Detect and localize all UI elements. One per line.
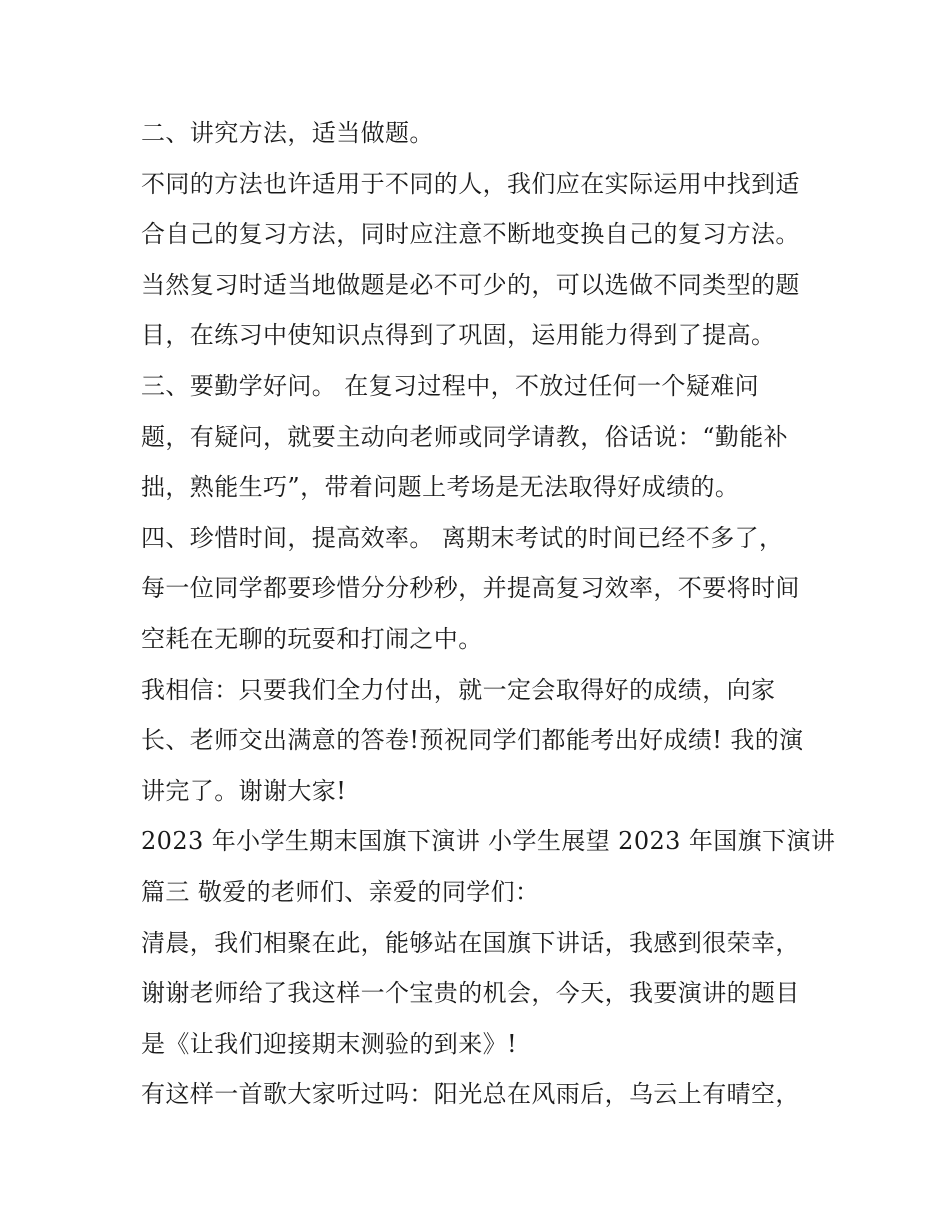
text-line: 空耗在无聊的玩耍和打闹之中。 <box>141 624 483 653</box>
text-line: 每一位同学都要珍惜分分秒秒，并提高复习效率，不要将时间 <box>141 574 800 603</box>
text-line: 2023 年小学生期末国旗下演讲 小学生展望 2023 年国旗下演讲 <box>141 827 836 856</box>
text-line: 目，在练习中使知识点得到了巩固，运用能力得到了提高。 <box>141 321 776 350</box>
text-line: 拙，熟能生巧”，带着问题上考场是无法取得好成绩的。 <box>141 473 740 502</box>
text-line: 二、讲究方法，适当做题。 <box>141 119 434 147</box>
text-line: 当然复习时适当地做题是必不可少的，可以选做不同类型的题 <box>141 270 800 299</box>
text-line: 是《让我们迎接期末测验的到来》! <box>141 1029 518 1058</box>
text-line: 合自己的复习方法，同时应注意不断地变换自己的复习方法。 <box>141 220 800 249</box>
text-line: 有这样一首歌大家听过吗：阳光总在风雨后，乌云上有晴空， <box>141 1080 800 1109</box>
text-line: 清晨，我们相聚在此，能够站在国旗下讲话，我感到很荣幸， <box>141 928 800 957</box>
text-line: 四、珍惜时间，提高效率。 离期末考试的时间已经不多了， <box>141 523 784 552</box>
text-line: 谢谢老师给了我这样一个宝贵的机会，今天，我要演讲的题目 <box>141 979 800 1008</box>
document-body <box>141 108 836 1120</box>
text-line: 不同的方法也许适用于不同的人，我们应在实际运用中找到适 <box>141 169 800 198</box>
text-line: 我相信：只要我们全力付出，就一定会取得好的成绩，向家 <box>141 675 776 704</box>
text-line: 讲完了。谢谢大家! <box>141 776 347 805</box>
text-line: 题，有疑问，就要主动向老师或同学请教，俗话说：“勤能补 <box>141 422 789 451</box>
text-line: 篇三 敬爱的老师们、亲爱的同学们： <box>141 877 540 906</box>
text-line: 三、要勤学好问。 在复习过程中，不放过任何一个疑难问 <box>141 371 760 400</box>
text-line: 长、老师交出满意的答卷!预祝同学们都能考出好成绩! 我的演 <box>141 726 804 755</box>
